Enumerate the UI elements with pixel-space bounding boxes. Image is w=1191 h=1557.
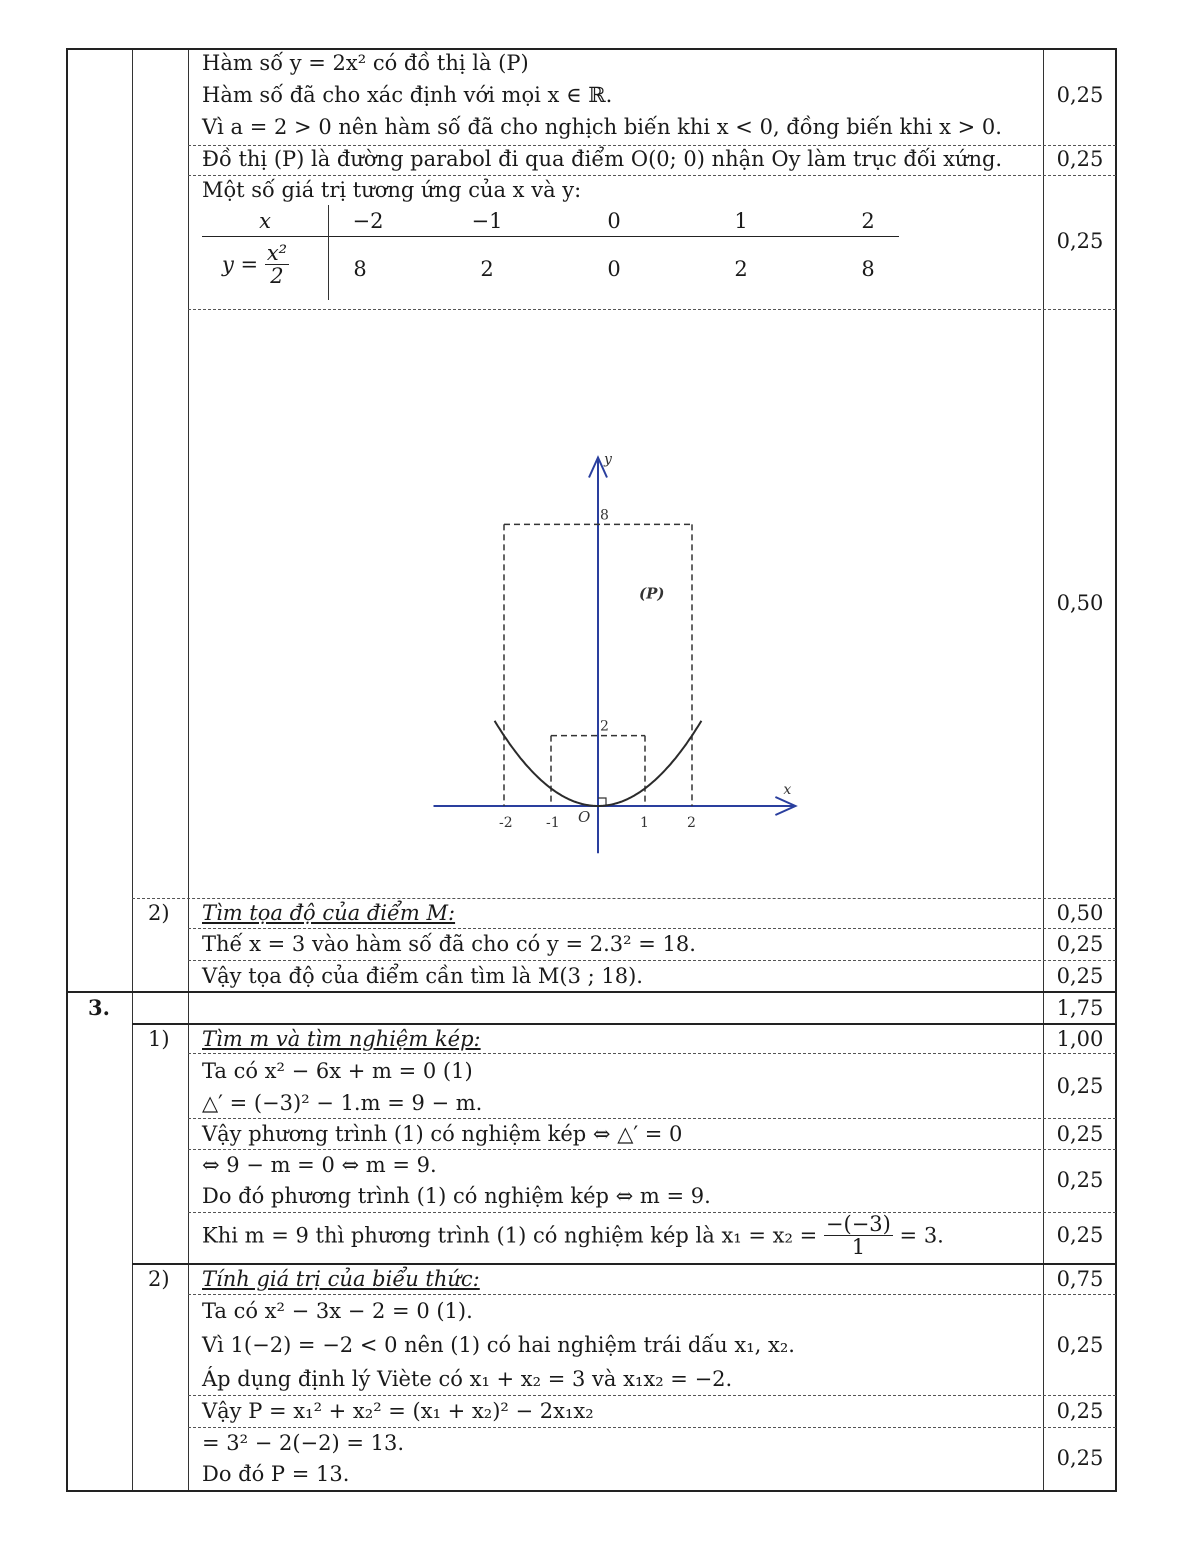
score-part2-line-2: 0,25	[1056, 964, 1104, 988]
part2-line-1: Thế x = 3 vào hàm số đã cho có y = 2.3² = 18.	[202, 932, 696, 956]
graph-description: Đồ thị (P) là đường parabol đi qua điểm O(0; 0) nhận Oy làm trục đối xứng.	[202, 147, 1003, 171]
row-sep	[188, 175, 1116, 176]
s3p1-rowA-line-1: Ta có x² − 6x + m = 0 (1)	[202, 1059, 473, 1083]
row-sep	[188, 1427, 1116, 1428]
s3p1-rowD-den: 1	[851, 1235, 866, 1259]
part2-number: 2)	[148, 901, 170, 925]
score-s3p2-rowC: 0,25	[1056, 1446, 1104, 1470]
parabola-graph	[189, 310, 1042, 898]
y-label-num: x²	[266, 241, 288, 265]
row-sep	[188, 928, 1116, 929]
intro-line-1: Hàm số y = 2x² có đồ thị là (P)	[202, 51, 529, 75]
x-tick-label: -1	[546, 815, 560, 831]
row-sep	[188, 1294, 1116, 1295]
s3p1-rowD-num: −(−3)	[825, 1212, 891, 1236]
s3p2-rowA-line-1: Ta có x² − 3x − 2 = 0 (1).	[202, 1299, 473, 1323]
s3p2-rowC-line-2: Do đó P = 13.	[202, 1462, 350, 1486]
part2-title: Tìm tọa độ của điểm M:	[202, 901, 456, 925]
s3p1-rowC-line-1: ⇔ 9 − m = 0 ⇔ m = 9.	[202, 1153, 437, 1177]
score-section-3-total: 1,75	[1056, 996, 1104, 1020]
x-value: 2	[861, 209, 875, 233]
x-value: 0	[607, 209, 621, 233]
score-graph: 0,50	[1056, 591, 1104, 615]
y-value: 0	[607, 257, 621, 281]
y-label-den: 2	[270, 264, 284, 288]
value-table-y-label	[222, 242, 289, 287]
s3p1-rowB: Vậy phương trình (1) có nghiệm kép ⇔ △′ = 0	[202, 1122, 683, 1146]
score-graph-desc: 0,25	[1056, 147, 1104, 171]
y-value: 8	[861, 257, 875, 281]
s3p1-rowD-tail: = 3.	[899, 1223, 944, 1248]
s3p1-rowD-fraction	[824, 1213, 893, 1258]
y-value: 2	[480, 257, 494, 281]
score-part2-line-1: 0,25	[1056, 932, 1104, 956]
y-axis-label: y	[604, 451, 612, 468]
y-value: 2	[734, 257, 748, 281]
score-s3-part1-title: 1,00	[1056, 1027, 1104, 1051]
intro-line-2: Hàm số đã cho xác định với mọi x ∈ ℝ.	[202, 83, 613, 107]
origin-label: O	[578, 808, 591, 826]
score-s3p1-rowD: 0,25	[1056, 1223, 1104, 1247]
x-tick-label: 1	[640, 815, 649, 831]
s3p1-rowD-text: Khi m = 9 thì phương trình (1) có nghiệm kép là x₁ = x₂ =	[202, 1223, 818, 1248]
score-intro: 0,25	[1056, 83, 1104, 107]
section-sep	[66, 991, 1117, 993]
y-value: 8	[353, 257, 367, 281]
s3p1-rowD	[202, 1213, 944, 1258]
section-3-number: 3.	[88, 995, 110, 1020]
row-sep-solid	[132, 1263, 1116, 1265]
s3p2-rowC-line-1: = 3² − 2(−2) = 13.	[202, 1431, 405, 1455]
y-tick-label: 8	[600, 507, 609, 524]
table-left-border	[66, 48, 68, 1492]
row-sep	[188, 1149, 1116, 1150]
s3p2-rowA-line-3: Áp dụng định lý Viète có x₁ + x₂ = 3 và x₁x₂ = −2.	[202, 1367, 733, 1391]
s3-part2-number: 2)	[148, 1267, 170, 1291]
value-table-divider	[328, 205, 329, 300]
row-sep	[188, 1118, 1116, 1119]
score-s3-part2-title: 0,75	[1056, 1267, 1104, 1291]
score-value-table: 0,25	[1056, 229, 1104, 253]
y-label-fraction	[265, 242, 289, 287]
s3p2-rowA-line-2: Vì 1(−2) = −2 < 0 nên (1) có hai nghiệm trái dấu x₁, x₂.	[202, 1333, 795, 1357]
col-divider-1	[132, 48, 133, 1492]
x-value: −2	[352, 209, 384, 233]
s3-part1-number: 1)	[148, 1027, 170, 1051]
intro-line-3: Vì a = 2 > 0 nên hàm số đã cho nghịch biến khi x < 0, đồng biến khi x > 0.	[202, 115, 1002, 139]
s3-part1-title: Tìm m và tìm nghiệm kép:	[202, 1027, 481, 1051]
row-sep	[132, 898, 1116, 899]
s3p1-rowC-line-2: Do đó phương trình (1) có nghiệm kép ⇔ m = 9.	[202, 1184, 711, 1208]
score-part2-title: 0,50	[1056, 901, 1104, 925]
value-table-title: Một số giá trị tương ứng của x và y:	[202, 178, 582, 202]
y-label-left: y =	[222, 252, 259, 277]
value-table-rule	[202, 236, 899, 237]
x-value: −1	[471, 209, 503, 233]
x-value: 1	[734, 209, 748, 233]
value-table-x-label: x	[259, 209, 271, 233]
row-sep	[188, 1053, 1116, 1054]
score-s3p1-rowB: 0,25	[1056, 1122, 1104, 1146]
table-bottom-border	[66, 1490, 1117, 1492]
s3p2-rowB: Vậy P = x₁² + x₂² = (x₁ + x₂)² − 2x₁x₂	[202, 1399, 594, 1423]
x-axis-label: x	[783, 782, 792, 798]
row-sep	[188, 1395, 1116, 1396]
part2-line-2: Vậy tọa độ của điểm cần tìm là M(3 ; 18).	[202, 964, 643, 988]
x-tick-label: 2	[687, 815, 696, 831]
s3-part2-title: Tính giá trị của biểu thức:	[202, 1267, 480, 1291]
score-s3p1-rowC: 0,25	[1056, 1168, 1104, 1192]
row-sep-solid	[132, 1023, 1116, 1025]
curve-label: (P)	[639, 584, 665, 603]
s3p1-rowA-line-2: △′ = (−3)² − 1.m = 9 − m.	[202, 1091, 483, 1115]
y-tick-label: 2	[600, 718, 609, 735]
score-s3p1-rowA: 0,25	[1056, 1074, 1104, 1098]
x-tick-label: -2	[499, 815, 513, 831]
score-s3p2-rowB: 0,25	[1056, 1399, 1104, 1423]
score-s3p2-rowA: 0,25	[1056, 1333, 1104, 1357]
row-sep	[188, 960, 1116, 961]
